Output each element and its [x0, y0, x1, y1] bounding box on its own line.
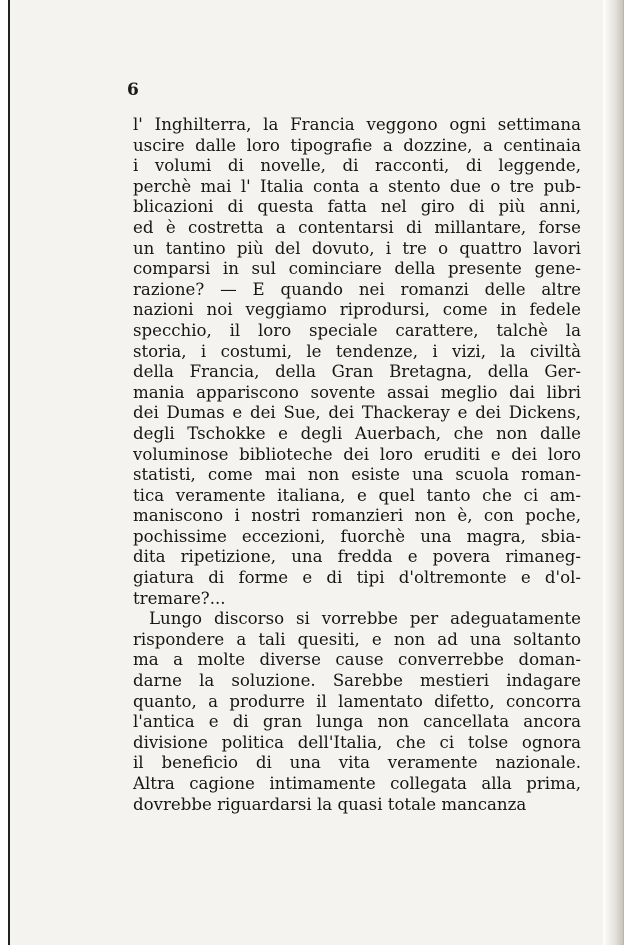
- text-line: razione? — E quando nei romanzi delle altre: [133, 279, 581, 299]
- text-line: l'antica e di gran lunga non cancellata ancora: [133, 712, 581, 732]
- book-page: [8, 0, 624, 945]
- page-edge-shadow: [603, 0, 623, 945]
- text-line: nazioni noi veggiamo riprodursi, come in fedele: [133, 300, 581, 320]
- text-line: i volumi di novelle, di racconti, di leggende,: [133, 156, 581, 176]
- text-line: storia, i costumi, le tendenze, i vizi, la civiltà: [133, 341, 581, 361]
- text-line: un tantino più del dovuto, i tre o quattro lavori: [133, 238, 581, 258]
- body-text: [133, 115, 581, 815]
- text-line: dei Dumas e dei Sue, dei Thackeray e dei Dickens,: [133, 403, 581, 423]
- page-number: 6: [127, 80, 139, 100]
- text-line: Altra cagione intimamente collegata alla prima,: [133, 774, 581, 793]
- text-line: ma a molte diverse cause converrebbe doman-: [133, 650, 581, 670]
- text-line: degli Tschokke e degli Auerbach, che non dalle: [133, 423, 581, 443]
- text-line: uscire dalle loro tipografie a dozzine, a centinaia: [133, 135, 581, 155]
- text-line: della Francia, della Gran Bretagna, della Ger-: [133, 362, 581, 382]
- text-line: voluminose biblioteche dei loro eruditi e dei loro: [133, 444, 581, 464]
- text-line: comparsi in sul cominciare della presente gene-: [133, 259, 581, 279]
- text-line: l' Inghilterra, la Francia veggono ogni settimana: [133, 115, 581, 134]
- text-line: divisione politica dell'Italia, che ci tolse ognora: [133, 732, 581, 752]
- text-line: pochissime eccezioni, fuorchè una magra, sbia-: [133, 526, 581, 546]
- text-line: darne la soluzione. Sarebbe mestieri indagare: [133, 671, 581, 691]
- text-line: tremare?...: [133, 588, 226, 608]
- text-line: blicazioni di questa fatta nel giro di più anni,: [133, 197, 581, 217]
- text-line: dita ripetizione, una fredda e povera rimaneg-: [133, 547, 581, 567]
- text-line: statisti, come mai non esiste una scuola roman-: [133, 465, 581, 485]
- text-line: perchè mai l' Italia conta a stento due o tre pub-: [133, 176, 581, 196]
- text-line: tica veramente italiana, e quel tanto che ci am-: [133, 485, 581, 505]
- text-line: rispondere a tali quesiti, e non ad una soltanto: [133, 629, 581, 649]
- text-line: giatura di forme e di tipi d'oltremonte e d'ol-: [133, 568, 581, 588]
- text-line: Lungo discorso si vorrebbe per adeguatamente: [149, 609, 581, 629]
- text-line: ed è costretta a contentarsi di millantare, forse: [133, 217, 581, 237]
- text-line: quanto, a produrre il lamentato difetto, concorra: [133, 691, 581, 711]
- text-line: dovrebbe riguardarsi la quasi totale mancanza: [133, 794, 527, 814]
- text-line: mania appariscono sovente assai meglio dai libri: [133, 382, 581, 402]
- text-line: specchio, il loro speciale carattere, talchè la: [133, 320, 581, 340]
- text-line: maniscono i nostri romanzieri non è, con poche,: [133, 506, 581, 526]
- text-line: il beneficio di una vita veramente nazionale.: [133, 753, 581, 773]
